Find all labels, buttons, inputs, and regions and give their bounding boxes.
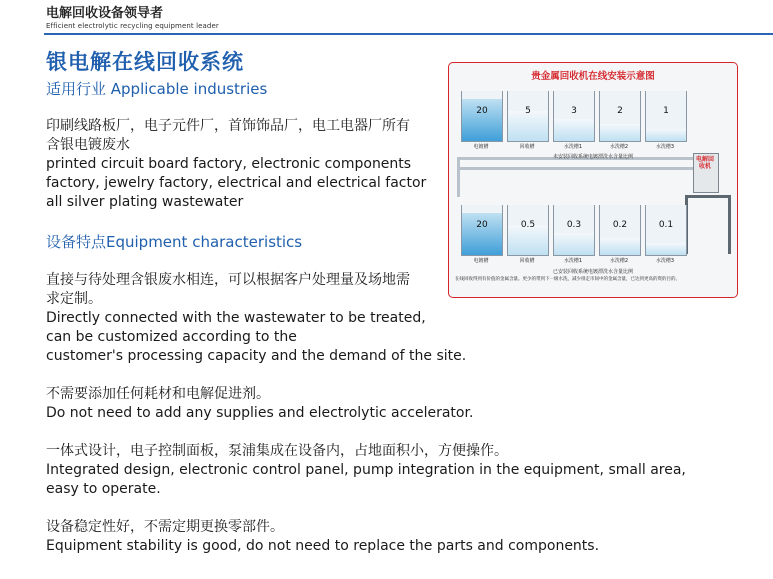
features-heading: 设备特点Equipment characteristics: [46, 233, 303, 251]
feature3-cn: 一体式设计，电子控制面板，泵浦集成在设备内，占地面积小，方便操作。: [46, 443, 508, 459]
feature3-en-line1: Integrated design, electronic control panel, pump integration in the equipment, small area,: [46, 462, 686, 478]
tank-label: 水洗槽2: [609, 258, 629, 264]
tank-label: 电镀槽: [473, 258, 489, 264]
tank-water: [646, 243, 686, 256]
tank-value: 2: [617, 106, 623, 116]
top-row-tank: [599, 91, 641, 142]
tank-value: 0.5: [520, 220, 536, 230]
machine-label: 电解回收机: [696, 156, 715, 170]
drop-pipe: [457, 157, 460, 197]
feature2-cn: 不需要添加任何耗材和电解促进剂。: [46, 386, 270, 402]
page-title: 银电解在线回收系统: [46, 50, 244, 74]
top-row-tank: [507, 91, 549, 142]
industries-heading: 适用行业 Applicable industries: [46, 80, 268, 98]
feature3-en-line2: easy to operate.: [46, 481, 161, 497]
bottom-row-tank: [461, 205, 503, 256]
industries-en-line1: printed circuit board factory, electronic components: [46, 156, 412, 172]
top-row-tank: [553, 91, 595, 142]
feature1-cn-line1: 直接与待处理含银废水相连，可以根据客户处理量及场地需: [46, 272, 410, 288]
top-row-caption: 未安装回收系统电镀漂洗水含量比例: [552, 154, 633, 160]
brand: [46, 6, 219, 31]
tank-water: [600, 238, 640, 256]
tank-label: 回收槽: [519, 258, 535, 264]
tank-water: [554, 119, 594, 142]
tank-value: 1: [663, 106, 669, 116]
tank-value: 5: [525, 106, 531, 116]
bottom-row-tank: [599, 205, 641, 256]
industries-cn-line1: 印刷线路板厂，电子元件厂，首饰饰品厂，电工电器厂所有: [46, 118, 410, 134]
machine-stand: [685, 195, 731, 254]
feature1-cn-line2: 求定制。: [46, 291, 102, 307]
diagram-title: 贵金属回收机在线安装示意图: [531, 71, 655, 82]
brand-tagline-en: Efficient electrolytic recycling equipment leader: [46, 22, 219, 30]
feature2-en: Do not need to add any supplies and electrolytic accelerator.: [46, 405, 474, 421]
tank-water: [646, 129, 686, 142]
feature1-en-line1: Directly connected with the wastewater to be treated,: [46, 310, 426, 326]
top-row-tank: [461, 91, 503, 142]
tank-value: 0.2: [612, 220, 628, 230]
top-row-tank: [645, 91, 687, 142]
feature4-cn: 设备稳定性好，不需定期更换零部件。: [46, 519, 284, 535]
tank-water: [462, 99, 502, 142]
feature1-en-line3: customer's processing capacity and the demand of the site.: [46, 348, 467, 364]
tank-value: 20: [476, 220, 488, 230]
tank-water: [554, 233, 594, 256]
industries-en-line2: factory, jewelry factory, electrical and electrical factor: [46, 175, 427, 191]
tank-label: 水洗槽2: [609, 144, 629, 150]
bottom-row-tank: [507, 205, 549, 256]
feature4-en: Equipment stability is good, do not need to replace the parts and components.: [46, 538, 600, 554]
tank-label: 水洗槽3: [655, 258, 675, 264]
tank-value: 0.3: [566, 220, 582, 230]
tank-label: 水洗槽1: [563, 258, 583, 264]
feature1-en-line2: can be customized according to the: [46, 329, 297, 345]
tank-label: 水洗槽3: [655, 144, 675, 150]
industries-en-line3: all silver plating wastewater: [46, 194, 244, 210]
installation-diagram: [448, 62, 738, 298]
tank-value: 0.1: [658, 220, 674, 230]
header-divider: [44, 33, 773, 35]
tank-water: [600, 124, 640, 142]
bottom-row-caption: 已安装回收系统电镀漂洗水含量比例: [552, 269, 633, 275]
feed-pipe: [457, 167, 697, 170]
tank-value: 20: [476, 106, 488, 116]
tank-value: 3: [571, 106, 577, 116]
brand-tagline-cn: 电解回收设备领导者: [46, 6, 164, 21]
tank-water: [462, 213, 502, 256]
diagram-footnote: 在线回收得到有价值的金属含量。更少的带到下一级水洗，减少排走市间中的金属含量，已达到更高的资的目的。: [455, 277, 680, 282]
tank-label: 水洗槽1: [563, 144, 583, 150]
tank-label: 回收槽: [519, 144, 535, 150]
industries-cn-line2: 含银电镀废水: [46, 137, 130, 153]
bottom-row-tank: [645, 205, 687, 256]
tank-label: 电镀槽: [473, 144, 489, 150]
bottom-row-tank: [553, 205, 595, 256]
